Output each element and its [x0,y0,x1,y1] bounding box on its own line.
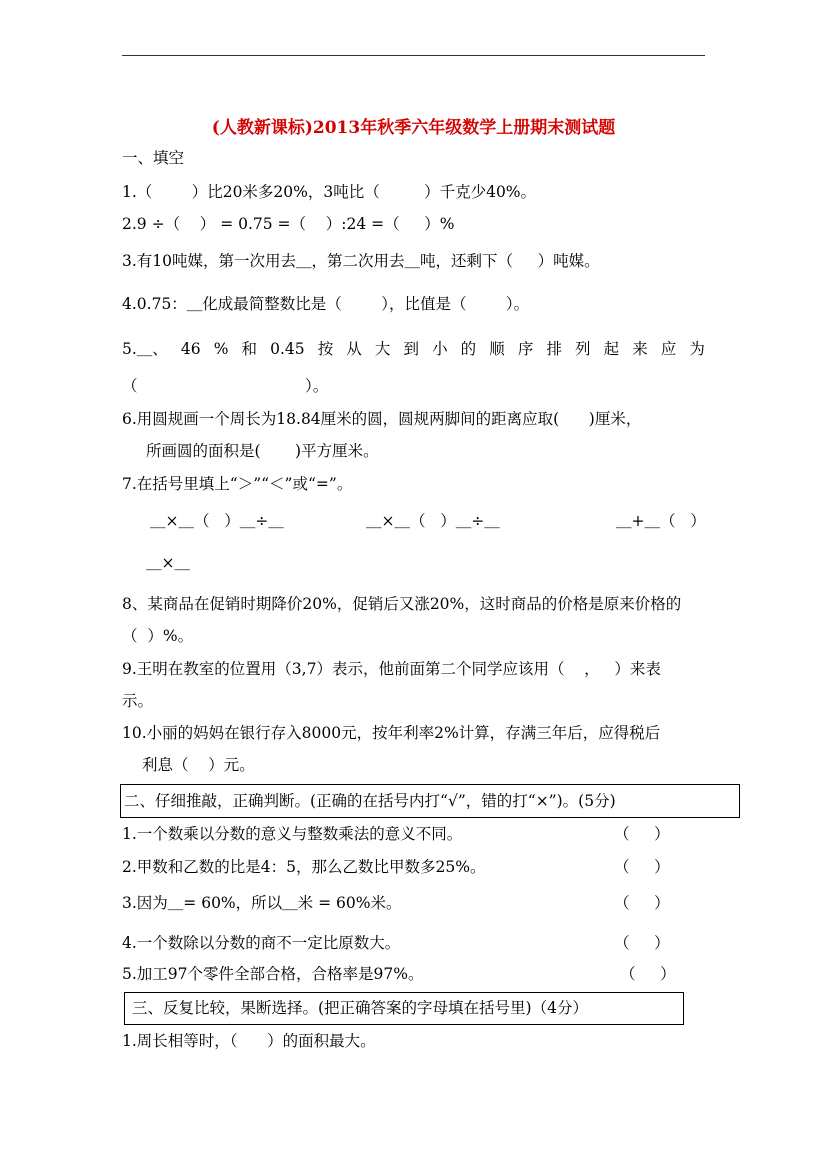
q5-word: 排 [546,340,562,358]
q5-word: 46 [180,340,201,358]
q5-word: 列 [575,340,591,358]
q5-word: 从 [346,340,362,358]
q5-word: 应 [660,340,677,358]
q5-word: 为 [689,340,705,358]
q5-word: 小 [432,340,448,358]
section1-heading: 一、填空 [122,149,185,167]
q5-word: % [213,340,229,358]
judge-item-2-paren: （ ） [614,858,670,876]
question-10-line2: 利息（ ）元。 [142,756,255,774]
question-9-line2: 示。 [122,692,154,710]
question-6-line1: 6.用圆规画一个周长为18.84厘米的圆，圆规两脚间的距离应取( )厘米， [122,410,642,428]
q5-word: 来 [632,340,648,358]
question-9-line1: 9.王明在教室的位置用（3,7）表示，他前面第二个同学应该用（ ， ）来表 [122,660,661,678]
question-10-line1: 10.小丽的妈妈在银行存入8000元，按年利率2%计算，存满三年后，应得税后 [122,724,661,742]
question-6-line2: 所画圆的面积是( )平方厘米。 [146,442,379,460]
q5-word: 和 [241,340,258,358]
judge-item-1-paren: （ ） [614,825,670,843]
q5-word: 按 [317,340,334,358]
q5-word: 大 [374,340,391,358]
judge-item-2: 2.甲数和乙数的比是4：5，那么乙数比甲数多25%。 [122,858,486,876]
q5-word: 0.45 [270,340,305,358]
judge-item-5-paren: （ ） [620,965,676,983]
judge-item-4: 4.一个数除以分数的商不一定比原数大。 [122,934,401,952]
question-7: 7.在括号里填上“＞”“＜”或“=”。 [122,475,353,493]
question-2: 2.9 ÷（ ） = 0.75 =（ ）:24 =（ ）% [122,215,455,233]
question-1: 1.（ ）比20米多20%，3吨比（ ）千克少40%。 [122,183,537,201]
q5-word: 序 [517,340,534,358]
q5-word: 顺 [489,340,505,358]
question-5-line1 [122,339,705,359]
header-rule [122,55,705,56]
q5-word: 的 [460,340,477,358]
page-title: (人教新课标)2013年秋季六年级数学上册期末测试题 [211,118,616,138]
question-3: 3.有10吨媒，第一次用去＿，第二次用去＿吨，还剩下（ ）吨媒。 [122,252,600,270]
q5-word: 5.＿、 [122,340,168,358]
judge-item-3-paren: （ ） [614,894,670,912]
question-7-item-b: ＿×＿（ ）＿÷＿ [366,512,500,530]
question-7-item-a: ＿×＿（ ）＿÷＿ [150,512,284,530]
question-4: 4.0.75：＿化成最简整数比是（ ），比值是（ ）。 [122,295,530,313]
judge-item-4-paren: （ ） [614,934,670,952]
choice-question-1: 1.周长相等时，（ ）的面积最大。 [122,1032,376,1050]
question-5-line2: （ ）。 [122,377,329,395]
q5-word: 到 [403,340,419,358]
question-7-item-c: ＿+＿（ ） [616,512,706,530]
judge-item-1: 1.一个数乘以分数的意义与整数乘法的意义不同。 [122,825,463,843]
section2-heading: 二、仔细推敲，正确判断。(正确的在括号内打“√”，错的打“×”)。(5分) [124,792,616,810]
judge-item-3: 3.因为＿= 60%，所以＿米 = 60%米。 [122,894,402,912]
q5-word: 起 [603,340,620,358]
judge-item-5: 5.加工97个零件全部合格，合格率是97%。 [122,965,424,983]
question-7-item-d: ＿×＿ [146,554,190,572]
question-8-line2: （ ）%。 [122,627,194,645]
question-8-line1: 8、某商品在促销时期降价20%，促销后又涨20%，这时商品的价格是原来价格的 [122,595,682,613]
section3-heading: 三、反复比较，果断选择。(把正确答案的字母填在括号里)（4分） [132,999,588,1017]
